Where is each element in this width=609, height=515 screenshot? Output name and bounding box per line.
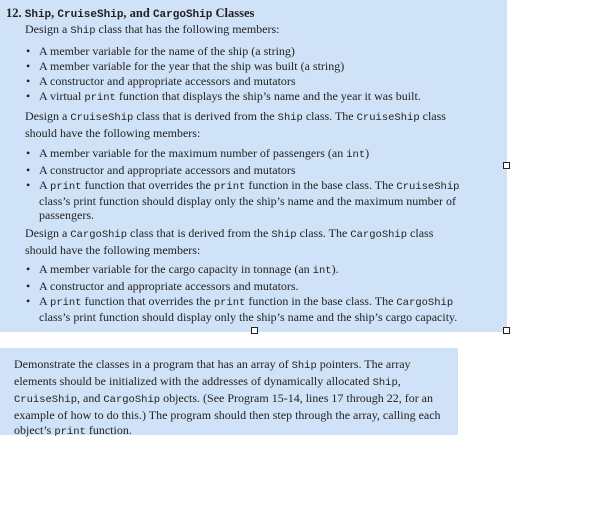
class-name-cruiseship: CruiseShip xyxy=(57,9,124,21)
code-run: CargoShip xyxy=(70,229,128,241)
text-run: ) xyxy=(365,146,370,160)
code-run: Ship xyxy=(372,377,398,389)
list-item xyxy=(25,178,465,222)
text-run: A constructor and appropriate accessors and mutators. xyxy=(39,279,299,293)
text-run: ). xyxy=(331,262,339,276)
code-run: CargoShip xyxy=(396,297,454,309)
text-run: objects. (See Program 15-14, lines 17 through 22, for an example of how to do this.) The program should then step through the array, calling each object’s xyxy=(14,391,441,437)
list-item xyxy=(25,262,465,278)
code-run: Ship xyxy=(291,360,317,372)
text-run: class that has the following members: xyxy=(95,22,280,36)
code-run: CruiseShip xyxy=(396,181,460,193)
code-run: CruiseShip xyxy=(14,394,78,406)
exercise-heading xyxy=(6,6,254,21)
code-run: CruiseShip xyxy=(356,112,420,124)
heading-suffix: Classes xyxy=(212,6,255,20)
text-run: Design a xyxy=(25,226,71,240)
text-run: A virtual xyxy=(39,89,85,103)
class-name-cargoship: CargoShip xyxy=(152,9,213,21)
list-item xyxy=(25,59,465,73)
list-item xyxy=(25,146,465,162)
text-run: A xyxy=(39,294,51,308)
demonstration-paragraph xyxy=(14,357,450,440)
list-item xyxy=(25,74,465,88)
text-run: A constructor and appropriate accessors and mutators xyxy=(39,74,296,88)
ship-members-list xyxy=(25,44,465,106)
code-run: Ship xyxy=(277,112,303,124)
code-run: print xyxy=(213,297,246,309)
heading-separator: , and xyxy=(123,6,153,20)
code-run: Ship xyxy=(70,25,96,37)
resize-handle-bottom[interactable] xyxy=(251,327,258,334)
text-run: A member variable for the year that the ship was built (a string) xyxy=(39,59,345,73)
text-run: A xyxy=(39,178,51,192)
cruiseship-members-list xyxy=(25,146,465,223)
text-run: class that is derived from the xyxy=(133,109,278,123)
code-run: CargoShip xyxy=(350,229,408,241)
code-run: CruiseShip xyxy=(70,112,134,124)
text-run: , and xyxy=(77,391,104,405)
text-run: Demonstrate the classes in a program that has an array of xyxy=(14,357,292,371)
text-run: , xyxy=(397,374,401,388)
code-run: print xyxy=(213,181,246,193)
text-run: class. The xyxy=(296,226,351,240)
text-run: class should have the following members: xyxy=(25,109,446,140)
class-name-ship: Ship xyxy=(24,9,52,21)
text-run: function. xyxy=(85,423,132,437)
code-run: print xyxy=(50,297,82,309)
ship-intro xyxy=(25,22,465,39)
list-item xyxy=(25,294,465,324)
heading-separator: , xyxy=(51,6,58,20)
text-run: A member variable for the cargo capacity in tonnage (an xyxy=(39,262,313,276)
cargoship-intro xyxy=(25,226,465,258)
cruiseship-intro xyxy=(25,109,465,141)
code-run: Ship xyxy=(271,229,297,241)
text-run: class’s print function should display only the ship’s name and the ship’s cargo capacity. xyxy=(39,310,458,324)
text-run: Design a xyxy=(25,109,71,123)
code-run: print xyxy=(50,181,82,193)
code-run: CargoShip xyxy=(103,394,161,406)
text-run: class should have the following members: xyxy=(25,226,434,257)
list-item xyxy=(25,89,465,105)
text-run: A member variable for the maximum number of passengers (an xyxy=(39,146,347,160)
code-run: int xyxy=(312,265,332,277)
text-run: class’s print function should display only the ship’s name and the maximum number of passengers. xyxy=(39,194,456,222)
text-run: A member variable for the name of the ship (a string) xyxy=(39,44,295,58)
text-run: function in the base class. The xyxy=(245,294,397,308)
resize-handle-bottom-right[interactable] xyxy=(503,327,510,334)
text-run: Design a xyxy=(25,22,71,36)
code-run: print xyxy=(84,92,116,104)
text-run: function in the base class. The xyxy=(245,178,397,192)
text-run: function that displays the ship’s name and the year it was built. xyxy=(115,89,421,103)
code-run: print xyxy=(54,426,86,438)
code-run: int xyxy=(346,149,366,161)
exercise-number: 12. xyxy=(6,6,22,20)
text-run: class that is derived from the xyxy=(127,226,272,240)
text-run: A constructor and appropriate accessors and mutators xyxy=(39,163,296,177)
text-run: class. The xyxy=(302,109,357,123)
list-item xyxy=(25,163,465,177)
resize-handle-right[interactable] xyxy=(503,162,510,169)
list-item xyxy=(25,279,465,293)
text-run: function that overrides the xyxy=(81,178,214,192)
cargoship-members-list xyxy=(25,262,465,325)
list-item xyxy=(25,44,465,58)
text-run: function that overrides the xyxy=(81,294,214,308)
text-run: pointers. The array elements should be initialized with the addresses of dynamically allocated xyxy=(14,357,411,388)
